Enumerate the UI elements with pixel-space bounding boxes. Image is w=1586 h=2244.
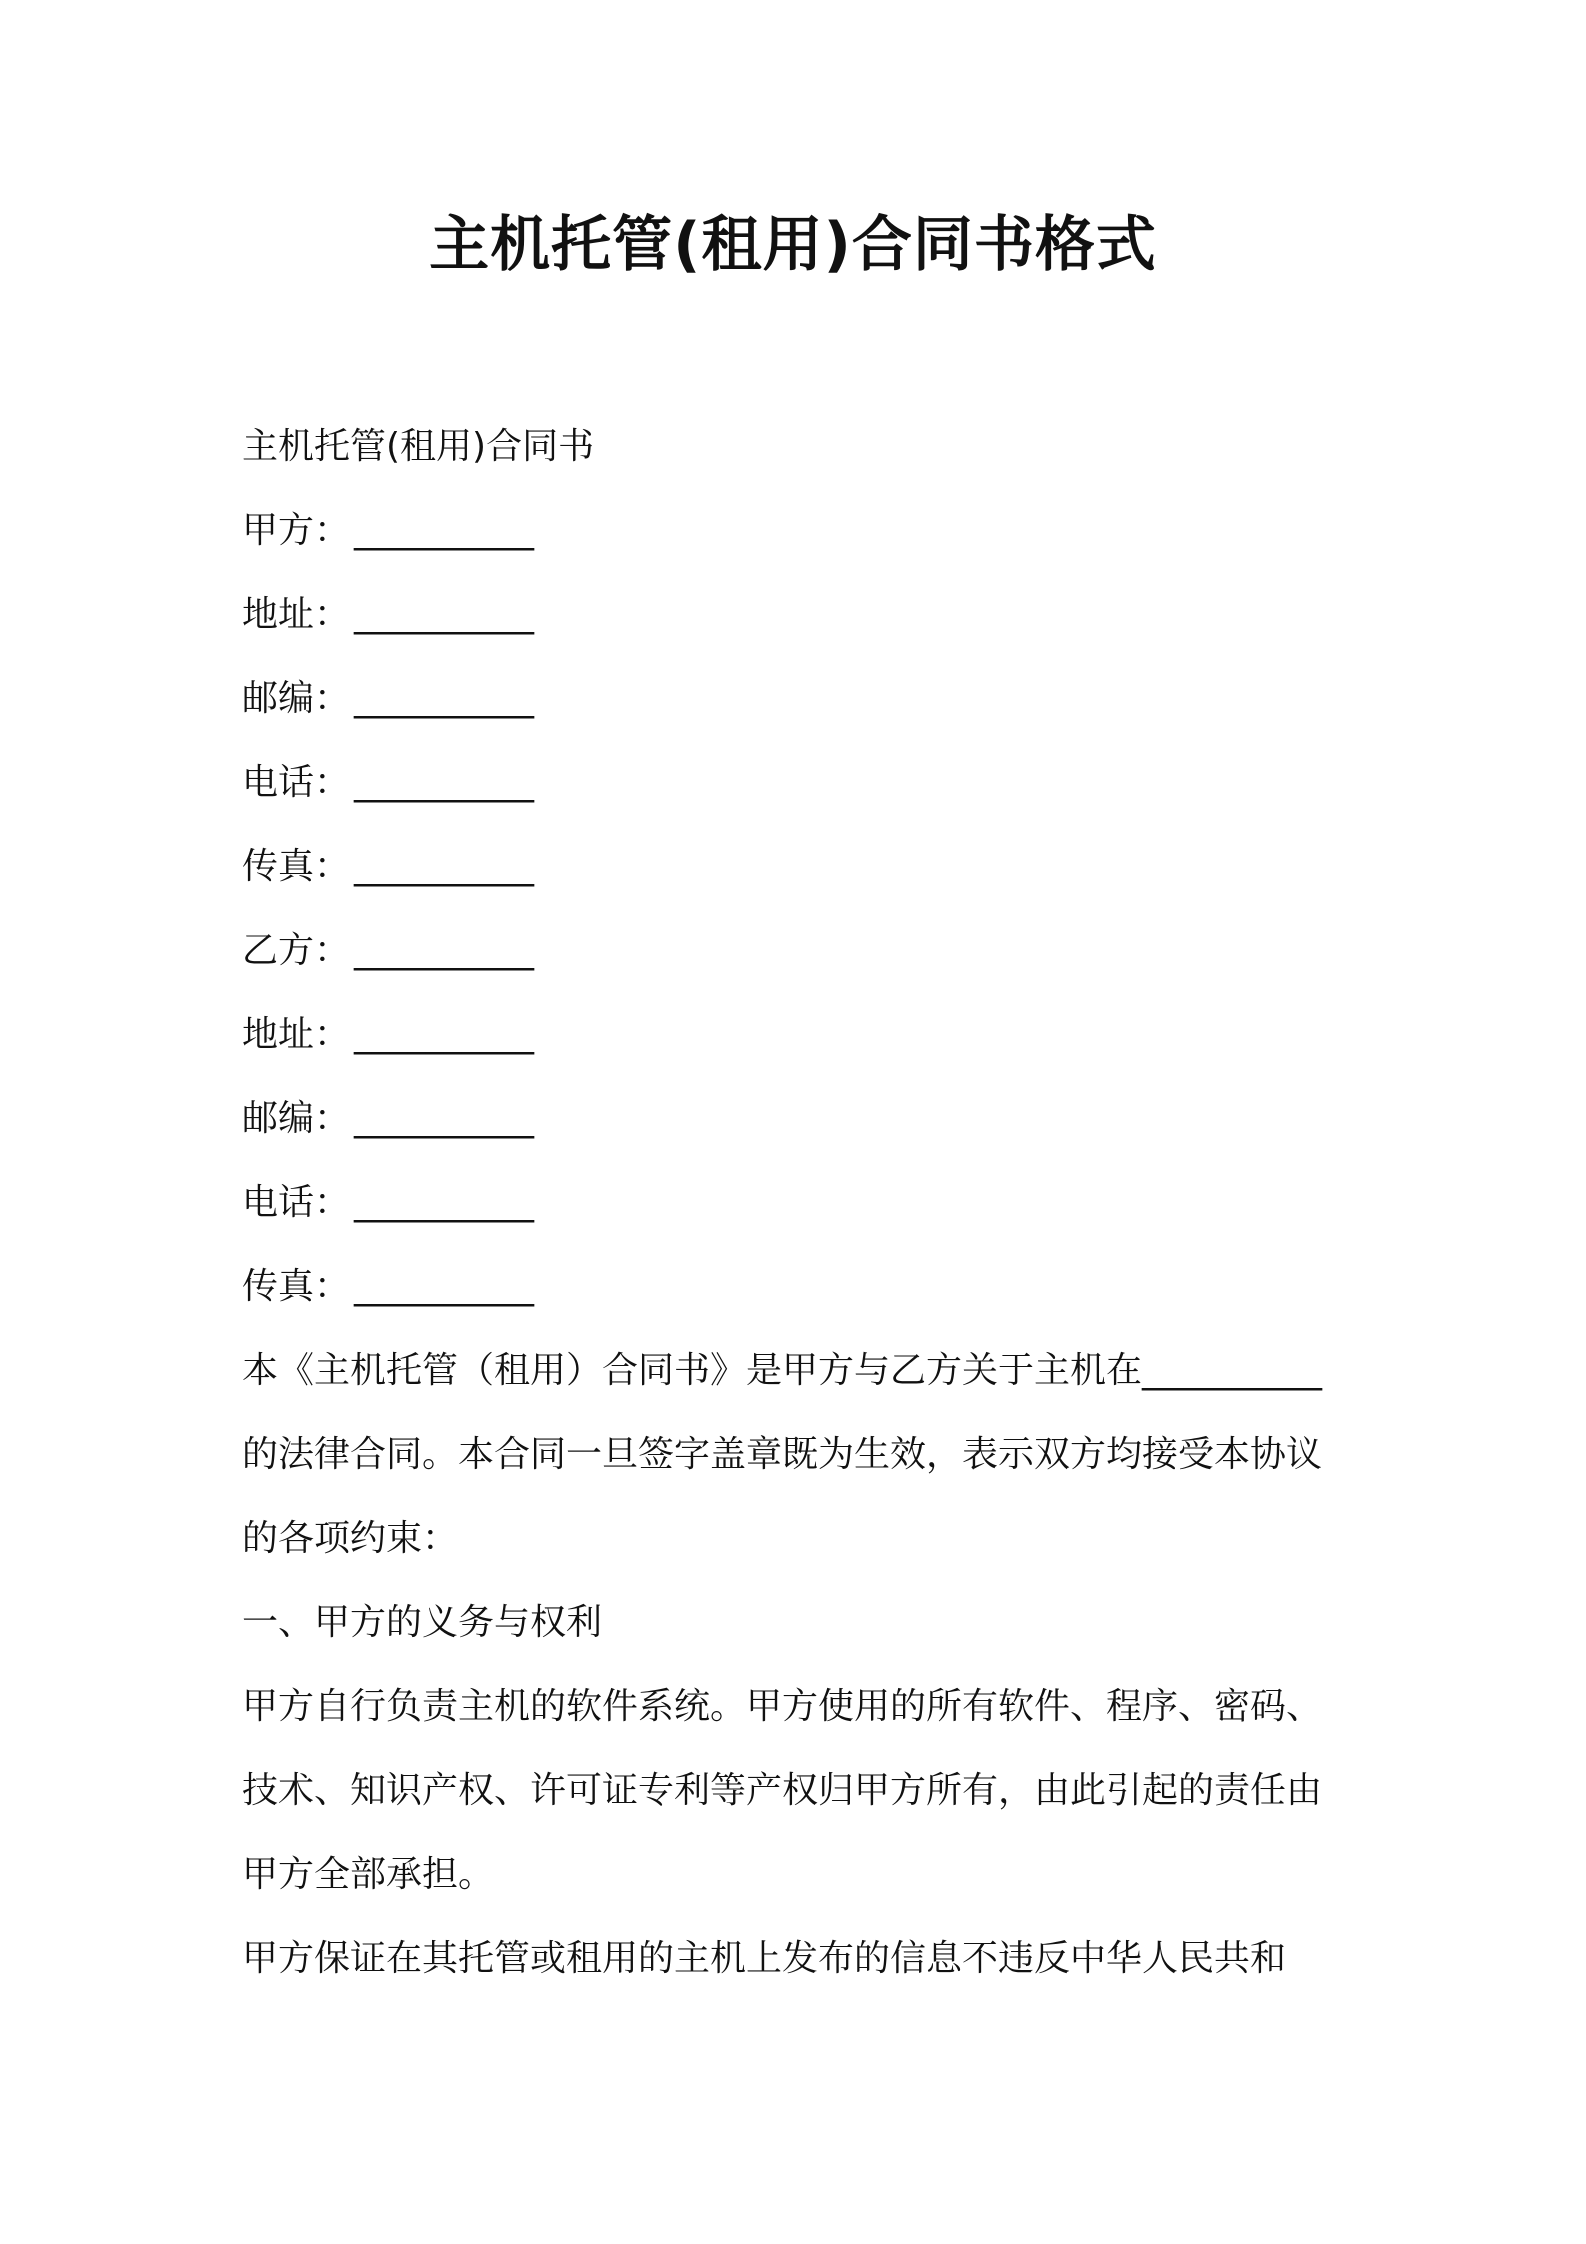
field-blank: __________ (354, 846, 535, 887)
field-label: 传真： (242, 1266, 351, 1307)
party-a-phone-field (242, 741, 1362, 825)
paragraph-line: 的法律合同。本合同一旦签字盖章既为生效，表示双方均接受本协议 (242, 1434, 1323, 1475)
document-body (242, 405, 1362, 2001)
field-blank: __________ (354, 678, 535, 719)
field-blank: __________ (354, 1098, 535, 1139)
party-b-fax-field (242, 1245, 1362, 1329)
field-label: 乙方： (242, 930, 351, 971)
field-blank: __________ (354, 762, 535, 803)
paragraph-line: 本《主机托管（租用）合同书》是甲方与乙方关于主机在__________ (242, 1350, 1323, 1391)
field-blank: __________ (354, 510, 535, 551)
paragraph-line: 技术、知识产权、许可证专利等产权归甲方所有，由此引起的责任由 (242, 1770, 1323, 1811)
field-label: 传真： (242, 846, 351, 887)
field-blank: __________ (354, 1266, 535, 1307)
field-label: 邮编： (242, 678, 351, 719)
field-label: 地址： (242, 1014, 351, 1055)
section-heading: 一、甲方的义务与权利 (242, 1602, 603, 1643)
party-b-phone-field (242, 1161, 1362, 1245)
document-title: 主机托管(租用)合同书格式 (429, 210, 1157, 280)
paragraph-line: 甲方自行负责主机的软件系统。甲方使用的所有软件、程序、密码、 (242, 1686, 1323, 1727)
field-label: 地址： (242, 594, 351, 635)
party-a-block (242, 489, 1362, 909)
party-b-postcode-field (242, 1077, 1362, 1161)
field-label: 邮编： (242, 1098, 351, 1139)
party-a-fax-field (242, 825, 1362, 909)
party-a-address-field (242, 573, 1362, 657)
field-label: 电话： (242, 1182, 351, 1223)
party-b-block (242, 909, 1362, 1329)
contract-subtitle: 主机托管(租用)合同书 (242, 426, 595, 467)
section-1-paragraph-1 (242, 1665, 1362, 1917)
field-blank: __________ (354, 594, 535, 635)
party-a-postcode-field (242, 657, 1362, 741)
paragraph-line: 的各项约束： (242, 1518, 459, 1559)
field-label: 甲方： (242, 510, 351, 551)
paragraph-line: 甲方保证在其托管或租用的主机上发布的信息不违反中华人民共和 (242, 1938, 1287, 1979)
field-blank: __________ (354, 930, 535, 971)
paragraph-line: 甲方全部承担。 (242, 1854, 495, 1895)
section-1-paragraph-2 (242, 1917, 1362, 2001)
party-b-name-field (242, 909, 1362, 993)
intro-paragraph (242, 1329, 1362, 1581)
field-blank: __________ (354, 1014, 535, 1055)
field-blank: __________ (354, 1182, 535, 1223)
party-a-name-field (242, 489, 1362, 573)
party-b-address-field (242, 993, 1362, 1077)
field-label: 电话： (242, 762, 351, 803)
